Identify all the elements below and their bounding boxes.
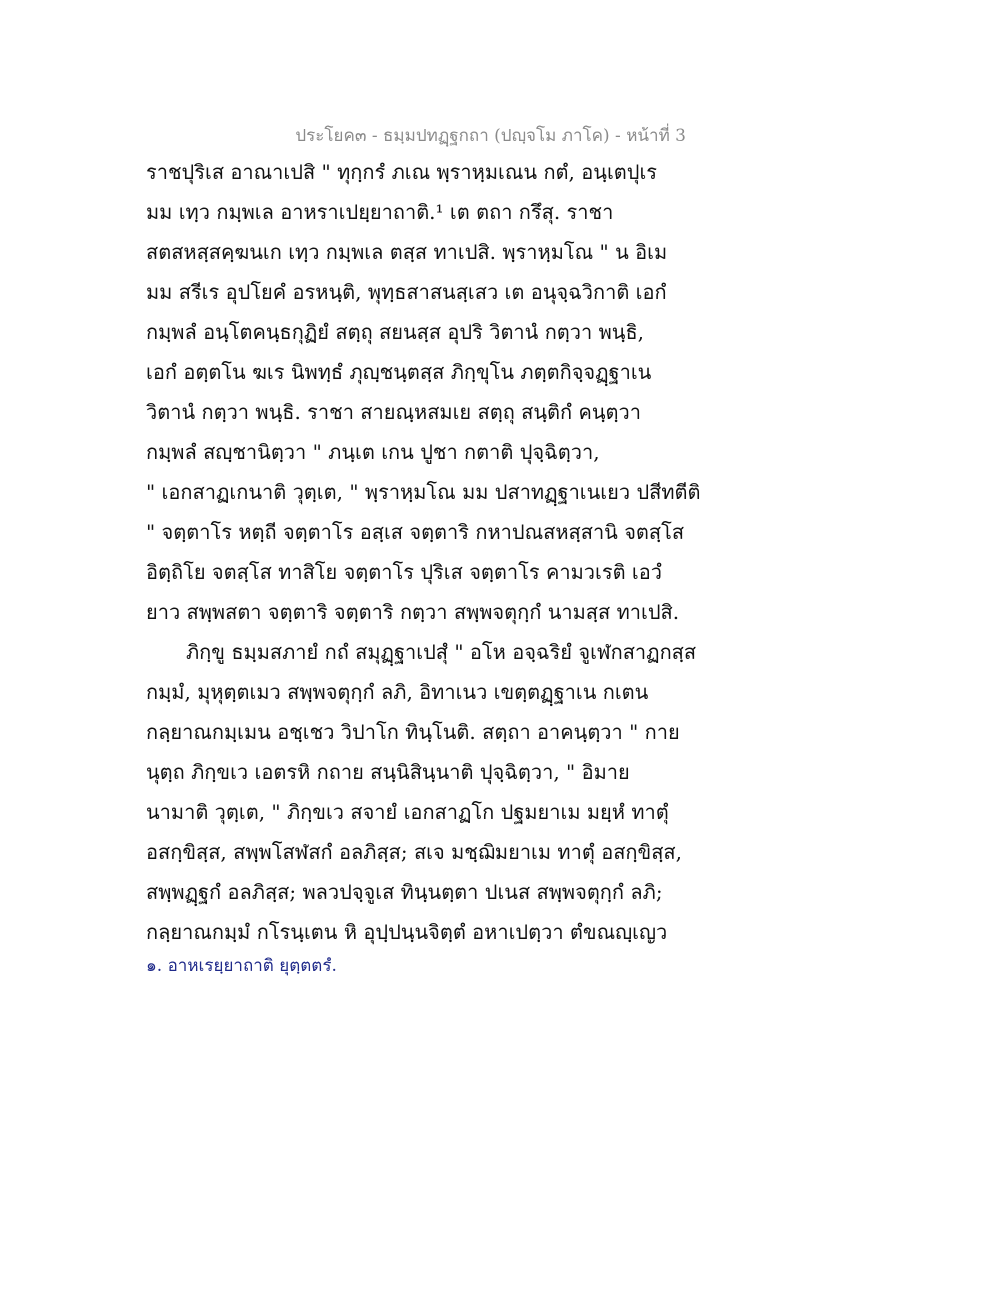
text-line: " จตฺตาโร หตฺถี จตฺตาโร อสฺเส จตฺตาริ กหาปณสหสฺสานิ จตสฺโส <box>146 520 685 544</box>
text-line: ราชปุริเส อาณาเปสิ " ทุกฺกรํ ภเณ พฺราหฺมเณน กตํ, อนฺเตปุเร <box>146 160 658 184</box>
text-line: สตสหสฺสคฺฆนเก เทฺว กมฺพเล ตสฺส ทาเปสิ. พฺราหฺมโณ " น อิเม <box>146 240 668 264</box>
text-line: อิตฺถิโย จตสฺโส ทาสิโย จตฺตาโร ปุริเส จตฺตาโร คามวเรติ เอวํ <box>146 560 662 584</box>
text-line: เอกํ อตฺตโน ฆเร นิพทฺธํ ภุญฺชนฺตสฺส ภิกฺขุโน ภตฺตกิจฺจฏฺฐาเน <box>146 360 652 384</box>
text-line: กลฺยาณกมฺเมน อชฺเชว วิปาโก ทินฺโนติ. สตฺถา อาคนฺตฺวา " กาย <box>146 720 680 744</box>
text-line: กมฺพลํ สญฺชานิตฺวา " ภนฺเต เกน ปูชา กตาติ ปุจฺฉิตฺวา, <box>146 440 600 464</box>
running-header: ประโยค๓ - ธมฺมปทฏฺฐกถา (ปญฺจโม ภาโค) - หน้าที่ 3 <box>295 126 686 146</box>
text-line: มม เทฺว กมฺพเล อาหราเปยฺยาถาติ.¹ เต ตถา กรึสุ. ราชา <box>146 200 614 224</box>
body-text <box>146 152 706 952</box>
text-line: นามาติ วุตฺเต, " ภิกฺขเว สจายํ เอกสาฏโก ปฐมยาเม มยฺหํ ทาตุํ <box>146 800 669 824</box>
text-line: กมฺพลํ อนฺโตคนฺธกุฏิยํ สตฺถุ สยนสฺส อุปริ วิตานํ กตฺวา พนฺธิ, <box>146 320 645 344</box>
text-line: มม สรีเร อุปโยคํ อรหนฺติ, พุทฺธสาสนสฺเสว เต อนุจฺฉวิกาติ เอกํ <box>146 280 667 304</box>
paragraph-start-line: ภิกฺขู ธมฺมสภายํ กถํ สมุฏฺฐาเปสุํ " อโห อจฺฉริยํ จูเฬกสาฏกสฺส <box>186 640 697 664</box>
text-line: วิตานํ กตฺวา พนฺธิ. ราชา สายณฺหสมเย สตฺถุ สนฺติกํ คนฺตฺวา <box>146 400 641 424</box>
text-line: นุตฺถ ภิกฺขเว เอตรหิ กถาย สนฺนิสินฺนาติ ปุจฺฉิตฺวา, " อิมาย <box>146 760 630 784</box>
footnote: ๑. อาหเรยฺยาถาติ ยุตฺตตรํ. <box>146 956 337 976</box>
text-line: กลฺยาณกมฺมํ กโรนฺเตน หิ อุปฺปนฺนจิตฺตํ อหาเปตฺวา ตํขณญฺเญว <box>146 920 668 944</box>
text-line: สพฺพฏฺฐกํ อลภิสฺส; พลวปจฺจูเส ทินฺนตฺตา ปเนส สพฺพจตุกฺกํ ลภิ; <box>146 880 663 904</box>
text-line: ยาว สพฺพสตา จตฺตาริ จตฺตาริ กตฺวา สพฺพจตุกฺกํ นามสฺส ทาเปสิ. <box>146 600 680 624</box>
text-line: กมฺมํ, มุหุตฺตเมว สพฺพจตุกฺกํ ลภิ, อิทาเนว เขตฺตฏฺฐาเน กเตน <box>146 680 649 704</box>
text-line: อสกฺขิสฺส, สพฺพโสฬสกํ อลภิสฺส; สเจ มชฺฌิมยาเม ทาตุํ อสกฺขิสฺส, <box>146 840 682 864</box>
text-line: " เอกสาฏเกนาติ วุตฺเต, " พฺราหฺมโณ มม ปสาทฏฺฐาเนเยว ปสีทตีติ <box>146 480 701 504</box>
